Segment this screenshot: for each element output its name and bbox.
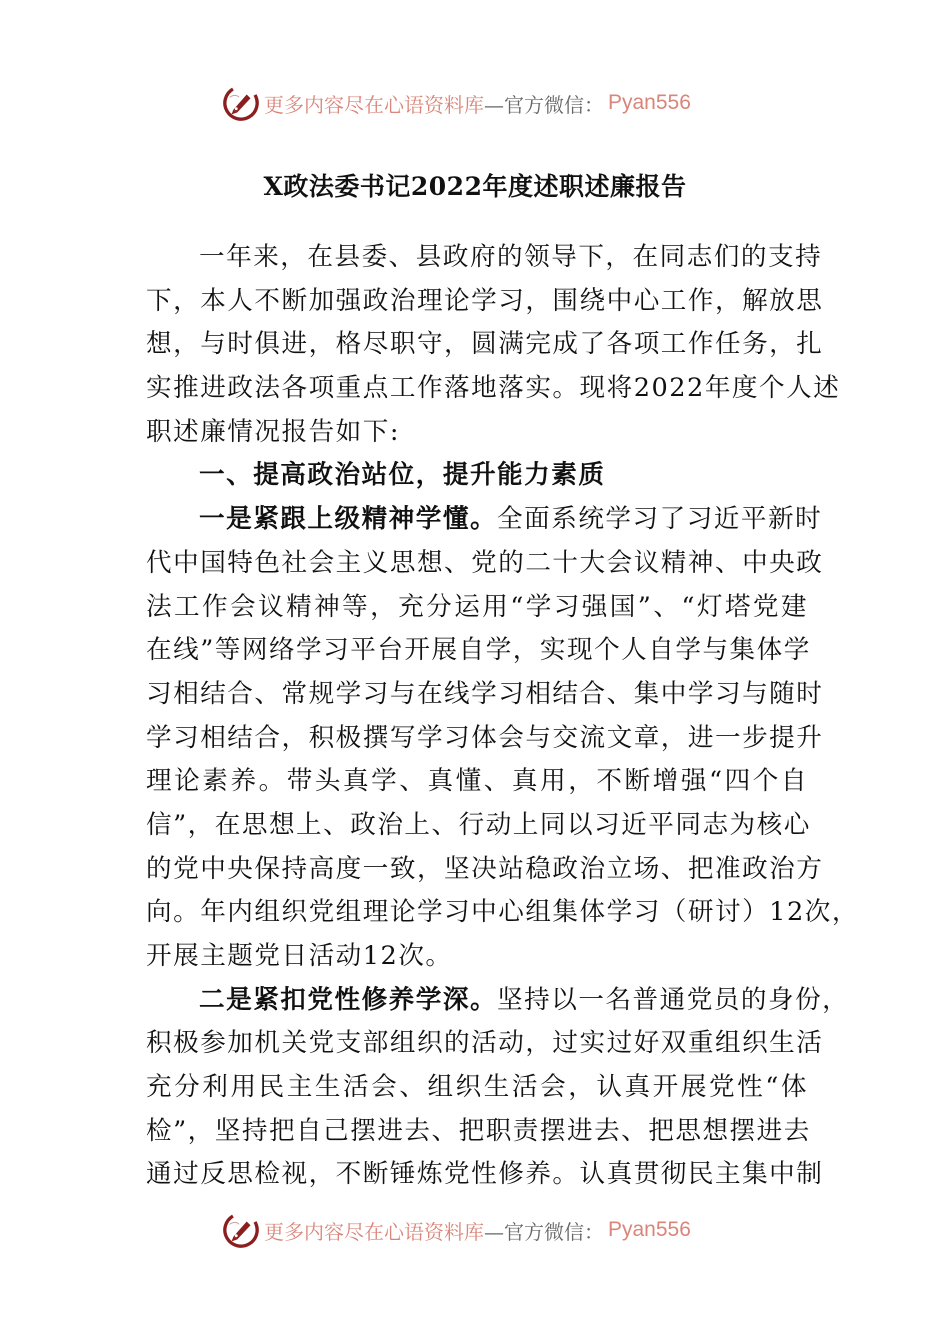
document-title: X政法委书记2022年度述职述廉报告: [263, 172, 687, 201]
paragraph-line: 信”，在思想上、政治上、行动上同以习近平同志为核心: [146, 809, 811, 840]
paragraph-line: 开展主题党日活动12次。: [146, 941, 453, 971]
paragraph-text: 坚持以一名普通党员的身份，: [497, 984, 850, 1015]
paragraph-line: 理论素养。带头真学、真懂、真用，不断增强“四个自: [146, 766, 808, 797]
paragraph-first-line: [146, 498, 823, 542]
paragraph-line: 在线”等网络学习平台开展自学，实现个人自学与集体学: [146, 635, 811, 666]
paragraph-line: 下，本人不断加强政治理论学习，围绕中心工作，解放思: [146, 285, 824, 316]
paragraph-text: 全面系统学习了习近平新时: [497, 504, 823, 535]
paragraph-first-line: [146, 979, 850, 1023]
paragraph-line: 通过反思检视，不断锤炼党性修养。认真贯彻民主集中制: [146, 1159, 824, 1190]
paragraph-line: 实推进政法各项重点工作落地落实。现将2022年度个人述: [146, 373, 841, 404]
intro-paragraph: [146, 236, 841, 454]
paragraph-line: 习相结合、常规学习与在线学习相结合、集中学习与随时: [146, 678, 824, 709]
pen-nib-logo-icon: [222, 1211, 260, 1249]
section-heading: 一、提高政治站位，提升能力素质: [199, 460, 606, 491]
point-one-paragraph: [146, 498, 859, 979]
watermark-header: [222, 83, 691, 123]
watermark-brand-text: 更多内容尽在心语资料库: [264, 1219, 484, 1244]
point-lead: 二是紧扣党性修养学深。: [199, 984, 498, 1015]
paragraph-line: 检”，坚持把自己摆进去、把职责摆进去、把思想摆进去: [146, 1115, 811, 1146]
point-lead: 一是紧跟上级精神学懂。: [199, 504, 498, 535]
paragraph-line: 一年来，在县委、县政府的领导下，在同志们的支持: [199, 242, 823, 272]
paragraph-line: 的党中央保持高度一致，坚决站稳政治立场、把准政治方: [146, 853, 824, 884]
paragraph-line: 代中国特色社会主义思想、党的二十大会议精神、中央政: [146, 547, 824, 578]
paragraph-line: 职述廉情况报告如下:: [146, 416, 400, 447]
watermark-wechat-id: Pyan556: [608, 91, 691, 114]
watermark-separator-text: —官方微信：: [484, 1219, 604, 1244]
paragraph-line: 法工作会议精神等，充分运用“学习强国”、“灯塔党建: [146, 591, 808, 622]
pen-nib-logo-icon: [222, 84, 260, 122]
paragraph-line: 想，与时俱进，格尽职守，圆满完成了各项工作任务，扎: [146, 329, 824, 360]
watermark-wechat-id: Pyan556: [608, 1218, 691, 1241]
watermark-separator-text: —官方微信：: [484, 92, 604, 117]
document-body: [146, 236, 859, 1197]
watermark-brand-text: 更多内容尽在心语资料库: [264, 92, 484, 117]
watermark-footer: [222, 1210, 691, 1250]
paragraph-line: 积极参加机关党支部组织的活动，过实过好双重组织生活: [146, 1028, 824, 1059]
paragraph-line: 向。年内组织党组理论学习中心组集体学习（研讨）12次，: [146, 897, 859, 928]
paragraph-line: 充分利用民主生活会、组织生活会，认真开展党性“体: [146, 1072, 808, 1103]
point-two-paragraph: [146, 979, 850, 1197]
paragraph-line: 学习相结合，积极撰写学习体会与交流文章，进一步提升: [146, 722, 824, 753]
